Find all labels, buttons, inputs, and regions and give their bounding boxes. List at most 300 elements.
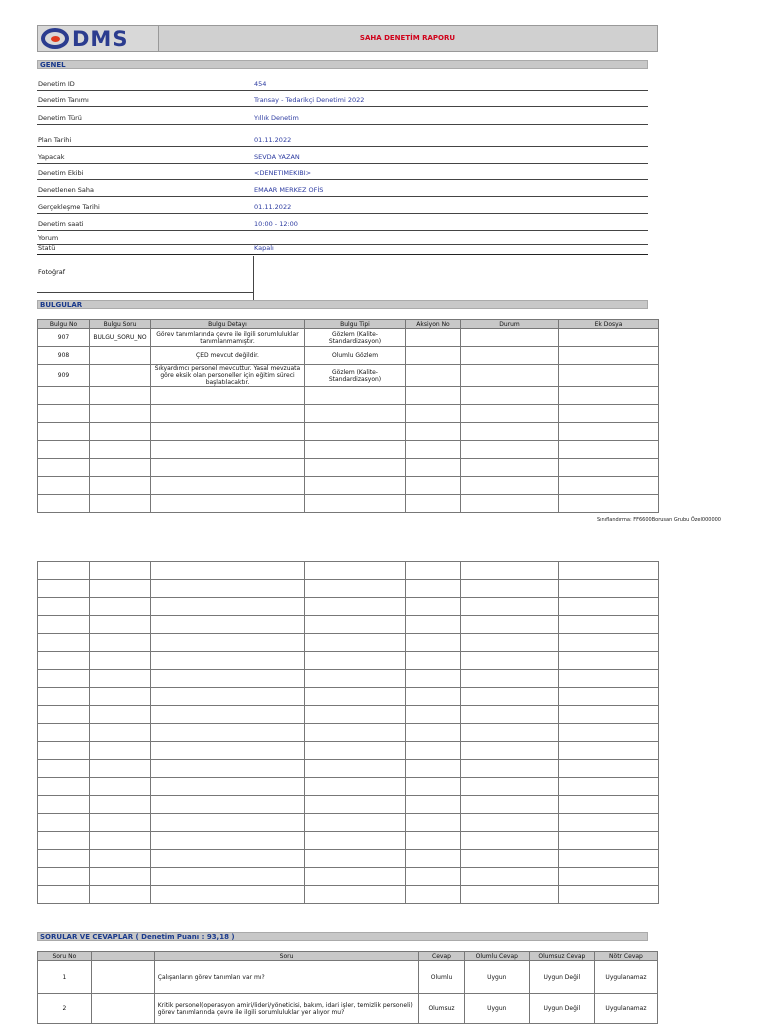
field-row (37, 215, 648, 231)
empty-cell (461, 796, 559, 814)
field-value: 01.11.2022 (254, 203, 292, 211)
empty-cell (305, 441, 406, 459)
empty-cell (90, 441, 151, 459)
empty-cell (559, 778, 659, 796)
col-header: Olumlu Cevap (464, 952, 529, 961)
field-label: Denetlenen Saha (38, 186, 94, 194)
empty-cell (151, 562, 305, 580)
empty-cell (406, 652, 461, 670)
neutral-answer: Uygulanamaz (594, 994, 657, 1024)
empty-cell (151, 441, 305, 459)
empty-table-row (38, 796, 659, 814)
empty-cell (151, 814, 305, 832)
empty-table-row (38, 724, 659, 742)
empty-cell (38, 814, 90, 832)
empty-cell (406, 495, 461, 513)
field-label: Yapacak (38, 153, 65, 161)
empty-cell (559, 814, 659, 832)
question-text: Çalışanların görev tanımları var mı? (154, 961, 419, 994)
findings-table-continued (37, 561, 659, 904)
empty-cell (461, 387, 559, 405)
findings-header-row (38, 320, 659, 329)
empty-table-row (38, 423, 659, 441)
empty-cell (461, 477, 559, 495)
empty-cell (406, 634, 461, 652)
finding-file (559, 347, 659, 365)
report-title: SAHA DENETİM RAPORU (359, 34, 456, 42)
col-header: Bulgu Detayı (151, 320, 305, 329)
col-header: Bulgu Soru (90, 320, 151, 329)
empty-cell (461, 580, 559, 598)
field-value: SEVDA YAZAN (254, 153, 300, 161)
col-header: Nötr Cevap (594, 952, 657, 961)
logo-text: DMS (72, 27, 129, 51)
empty-cell (406, 886, 461, 904)
empty-cell (305, 652, 406, 670)
empty-cell (90, 670, 151, 688)
empty-cell (559, 441, 659, 459)
field-label: Denetim saati (38, 220, 84, 228)
empty-cell (151, 598, 305, 616)
empty-cell (305, 562, 406, 580)
empty-cell (461, 562, 559, 580)
empty-cell (406, 459, 461, 477)
empty-cell (559, 616, 659, 634)
positive-answer: Uygun (464, 994, 529, 1024)
empty-cell (38, 850, 90, 868)
empty-cell (305, 580, 406, 598)
empty-cell (151, 706, 305, 724)
empty-cell (90, 886, 151, 904)
empty-cell (90, 562, 151, 580)
empty-cell (151, 688, 305, 706)
empty-cell (461, 598, 559, 616)
empty-cell (38, 760, 90, 778)
empty-cell (406, 423, 461, 441)
empty-cell (151, 760, 305, 778)
empty-cell (406, 598, 461, 616)
field-value: <DENETIMEKIBI> (254, 169, 312, 177)
empty-cell (559, 796, 659, 814)
empty-cell (38, 688, 90, 706)
empty-cell (559, 868, 659, 886)
finding-no: 909 (38, 365, 90, 387)
empty-cell (151, 387, 305, 405)
empty-cell (406, 441, 461, 459)
finding-type: Gözlem (Kalite-Standardizasyon) (305, 329, 406, 347)
table-row (38, 365, 659, 387)
negative-answer: Uygun Değil (529, 961, 594, 994)
empty-cell (305, 724, 406, 742)
finding-action (406, 365, 461, 387)
empty-table-row (38, 778, 659, 796)
field-row (37, 165, 648, 180)
finding-question: BULGU_SORU_NO (90, 329, 151, 347)
table-row (38, 329, 659, 347)
empty-cell (461, 459, 559, 477)
finding-detail: Sıkyardımcı personel mevcuttur. Yasal mevzuata göre eksik olan personeller için eğitim süreci başlatılacaktır. (151, 365, 305, 387)
empty-cell (406, 796, 461, 814)
empty-cell (38, 477, 90, 495)
empty-cell (559, 459, 659, 477)
empty-cell (406, 670, 461, 688)
empty-cell (305, 760, 406, 778)
empty-table-row (38, 670, 659, 688)
empty-cell (461, 778, 559, 796)
field-label: Denetim ID (38, 80, 75, 88)
question-answer: Olumsuz (419, 994, 464, 1024)
empty-table-row (38, 652, 659, 670)
empty-cell (406, 742, 461, 760)
col-header: Bulgu No (38, 320, 90, 329)
empty-cell (305, 634, 406, 652)
neutral-answer: Uygulanamaz (594, 961, 657, 994)
empty-table-row (38, 814, 659, 832)
empty-cell (559, 670, 659, 688)
empty-cell (90, 598, 151, 616)
field-value: 454 (254, 80, 267, 88)
empty-cell (305, 598, 406, 616)
empty-cell (305, 706, 406, 724)
empty-cell (305, 387, 406, 405)
question-answer: Olumlu (419, 961, 464, 994)
empty-cell (406, 688, 461, 706)
empty-cell (151, 634, 305, 652)
finding-detail: ÇED mevcut değildir. (151, 347, 305, 365)
empty-cell (90, 760, 151, 778)
empty-cell (305, 495, 406, 513)
empty-cell (38, 796, 90, 814)
empty-cell (90, 423, 151, 441)
field-label: Denetim Türü (38, 114, 82, 122)
empty-cell (38, 778, 90, 796)
positive-answer: Uygun (464, 961, 529, 994)
empty-table-row (38, 495, 659, 513)
empty-table-row (38, 477, 659, 495)
empty-cell (406, 724, 461, 742)
col-header: Soru (154, 952, 419, 961)
question-extra (91, 994, 154, 1024)
empty-cell (305, 477, 406, 495)
empty-table-row (38, 405, 659, 423)
empty-cell (461, 742, 559, 760)
logo-mark-icon (41, 28, 69, 49)
empty-cell (90, 652, 151, 670)
finding-detail: Görev tanımlarında çevre ile ilgili sorumluluklar tanımlanmamıştır. (151, 329, 305, 347)
empty-cell (90, 706, 151, 724)
empty-table-row (38, 580, 659, 598)
photo-field (37, 256, 648, 300)
empty-cell (38, 441, 90, 459)
empty-cell (38, 580, 90, 598)
empty-cell (38, 405, 90, 423)
empty-cell (38, 670, 90, 688)
empty-cell (406, 580, 461, 598)
empty-cell (151, 459, 305, 477)
empty-cell (559, 423, 659, 441)
empty-cell (38, 634, 90, 652)
table-row (38, 347, 659, 365)
empty-cell (559, 724, 659, 742)
empty-cell (559, 387, 659, 405)
section-general-title: GENEL (37, 60, 648, 69)
empty-cell (406, 387, 461, 405)
empty-cell (38, 886, 90, 904)
empty-cell (151, 832, 305, 850)
empty-table-row (38, 832, 659, 850)
empty-cell (461, 688, 559, 706)
empty-cell (151, 868, 305, 886)
empty-cell (461, 670, 559, 688)
empty-cell (38, 598, 90, 616)
classification-label: Sınıflandırma: FF6600Borusan Grubu Özel000000 (596, 517, 721, 523)
empty-cell (90, 580, 151, 598)
empty-cell (38, 616, 90, 634)
empty-cell (38, 724, 90, 742)
finding-status (461, 365, 559, 387)
empty-cell (559, 634, 659, 652)
empty-cell (151, 405, 305, 423)
col-header: Olumsuz Cevap (529, 952, 594, 961)
field-label: Yorum (38, 234, 59, 242)
empty-cell (151, 742, 305, 760)
empty-table-row (38, 634, 659, 652)
empty-cell (151, 423, 305, 441)
finding-question (90, 347, 151, 365)
empty-cell (559, 850, 659, 868)
empty-cell (38, 742, 90, 760)
empty-cell (90, 796, 151, 814)
empty-cell (151, 495, 305, 513)
question-no: 2 (38, 994, 92, 1024)
empty-table-row (38, 441, 659, 459)
empty-cell (406, 850, 461, 868)
report-header (37, 25, 658, 52)
finding-no: 908 (38, 347, 90, 365)
empty-cell (90, 688, 151, 706)
section-findings-title: BULGULAR (37, 300, 648, 309)
col-header: Cevap (419, 952, 464, 961)
empty-table-row (38, 742, 659, 760)
questions-header-row (38, 952, 658, 961)
col-header: Ek Dosya (559, 320, 659, 329)
empty-cell (461, 850, 559, 868)
empty-table-row (38, 688, 659, 706)
findings-table (37, 319, 659, 513)
finding-status (461, 329, 559, 347)
empty-cell (305, 616, 406, 634)
empty-cell (461, 405, 559, 423)
empty-cell (406, 814, 461, 832)
empty-cell (406, 760, 461, 778)
empty-cell (38, 387, 90, 405)
empty-cell (305, 459, 406, 477)
empty-cell (305, 850, 406, 868)
field-label: Denetim Ekibi (38, 169, 84, 177)
empty-cell (305, 423, 406, 441)
empty-cell (559, 477, 659, 495)
empty-cell (90, 387, 151, 405)
empty-cell (559, 688, 659, 706)
empty-cell (90, 724, 151, 742)
empty-cell (406, 868, 461, 886)
question-extra (91, 961, 154, 994)
col-header: Bulgu Tipi (305, 320, 406, 329)
empty-cell (461, 423, 559, 441)
empty-cell (559, 760, 659, 778)
empty-cell (90, 868, 151, 886)
photo-label: Fotoğraf (38, 268, 66, 276)
empty-cell (90, 832, 151, 850)
empty-cell (90, 814, 151, 832)
section-questions-title: SORULAR VE CEVAPLAR ( Denetim Puanı : 93,18 ) (37, 932, 648, 941)
empty-cell (406, 562, 461, 580)
empty-cell (461, 886, 559, 904)
empty-cell (38, 868, 90, 886)
empty-cell (38, 495, 90, 513)
empty-cell (151, 796, 305, 814)
empty-cell (151, 477, 305, 495)
field-row (37, 245, 648, 255)
field-row (37, 92, 648, 107)
empty-cell (559, 886, 659, 904)
field-value: EMAAR MERKEZ OFİS (254, 186, 324, 194)
question-text: Kritik personel(operasyon amiri/lideri/yöneticisi, bakım, idari işler, temizlik personeli) görev tanımlarında çevre ile ilgili sorumluluklar yer alıyor mu? (154, 994, 419, 1024)
empty-cell (461, 814, 559, 832)
empty-cell (38, 652, 90, 670)
field-row (37, 181, 648, 197)
field-row (37, 128, 648, 147)
field-row (37, 150, 648, 164)
questions-table (37, 951, 658, 1024)
field-row (37, 232, 648, 245)
empty-table-row (38, 868, 659, 886)
empty-cell (461, 616, 559, 634)
empty-cell (90, 459, 151, 477)
empty-cell (38, 423, 90, 441)
field-value: Kapalı (254, 244, 274, 252)
empty-cell (38, 706, 90, 724)
finding-question (90, 365, 151, 387)
field-row (37, 108, 648, 125)
finding-no: 907 (38, 329, 90, 347)
field-label: Plan Tarihi (38, 136, 72, 144)
empty-table-row (38, 459, 659, 477)
empty-cell (559, 742, 659, 760)
field-row (37, 78, 648, 91)
empty-cell (90, 405, 151, 423)
empty-cell (559, 598, 659, 616)
empty-table-row (38, 760, 659, 778)
empty-cell (461, 724, 559, 742)
field-value: Yıllık Denetim (254, 114, 299, 122)
empty-cell (461, 760, 559, 778)
field-label: Gerçekleşme Tarihi (38, 203, 100, 211)
empty-cell (461, 634, 559, 652)
col-header: Durum (461, 320, 559, 329)
empty-cell (559, 495, 659, 513)
empty-cell (406, 405, 461, 423)
empty-cell (461, 441, 559, 459)
question-no: 1 (38, 961, 92, 994)
empty-cell (151, 580, 305, 598)
empty-table-row (38, 850, 659, 868)
negative-answer: Uygun Değil (529, 994, 594, 1024)
empty-cell (305, 832, 406, 850)
empty-cell (151, 850, 305, 868)
finding-file (559, 329, 659, 347)
empty-cell (305, 796, 406, 814)
col-header: Soru No (38, 952, 92, 961)
empty-cell (406, 477, 461, 495)
empty-cell (38, 562, 90, 580)
company-logo (38, 26, 159, 51)
finding-status (461, 347, 559, 365)
empty-cell (151, 670, 305, 688)
field-value: 01.11.2022 (254, 136, 292, 144)
col-header (91, 952, 154, 961)
empty-table-row (38, 706, 659, 724)
empty-cell (90, 742, 151, 760)
empty-cell (305, 670, 406, 688)
table-row (38, 994, 658, 1024)
field-row (37, 198, 648, 214)
empty-cell (90, 778, 151, 796)
empty-cell (461, 868, 559, 886)
empty-table-row (38, 562, 659, 580)
empty-cell (461, 652, 559, 670)
empty-cell (305, 688, 406, 706)
empty-cell (559, 706, 659, 724)
field-value: 10:00 - 12:00 (254, 220, 298, 228)
empty-cell (151, 886, 305, 904)
field-value: Transay - Tedarikçi Denetimi 2022 (254, 96, 365, 104)
finding-type: Gözlem (Kalite-Standardizasyon) (305, 365, 406, 387)
empty-cell (90, 850, 151, 868)
empty-table-row (38, 616, 659, 634)
empty-table-row (38, 598, 659, 616)
empty-cell (406, 778, 461, 796)
empty-cell (90, 616, 151, 634)
empty-cell (305, 868, 406, 886)
empty-cell (90, 634, 151, 652)
empty-cell (90, 495, 151, 513)
empty-cell (151, 616, 305, 634)
empty-cell (559, 580, 659, 598)
empty-cell (90, 477, 151, 495)
empty-cell (406, 832, 461, 850)
empty-cell (38, 459, 90, 477)
empty-cell (406, 706, 461, 724)
empty-table-row (38, 387, 659, 405)
finding-type: Olumlu Gözlem (305, 347, 406, 365)
finding-action (406, 329, 461, 347)
empty-cell (305, 742, 406, 760)
empty-cell (461, 706, 559, 724)
empty-cell (559, 405, 659, 423)
field-label: Denetim Tanımı (38, 96, 89, 104)
finding-file (559, 365, 659, 387)
empty-cell (151, 778, 305, 796)
table-row (38, 961, 658, 994)
empty-cell (559, 832, 659, 850)
empty-table-row (38, 886, 659, 904)
empty-cell (305, 814, 406, 832)
col-header: Aksiyon No (406, 320, 461, 329)
empty-cell (559, 652, 659, 670)
empty-cell (151, 652, 305, 670)
empty-cell (305, 405, 406, 423)
